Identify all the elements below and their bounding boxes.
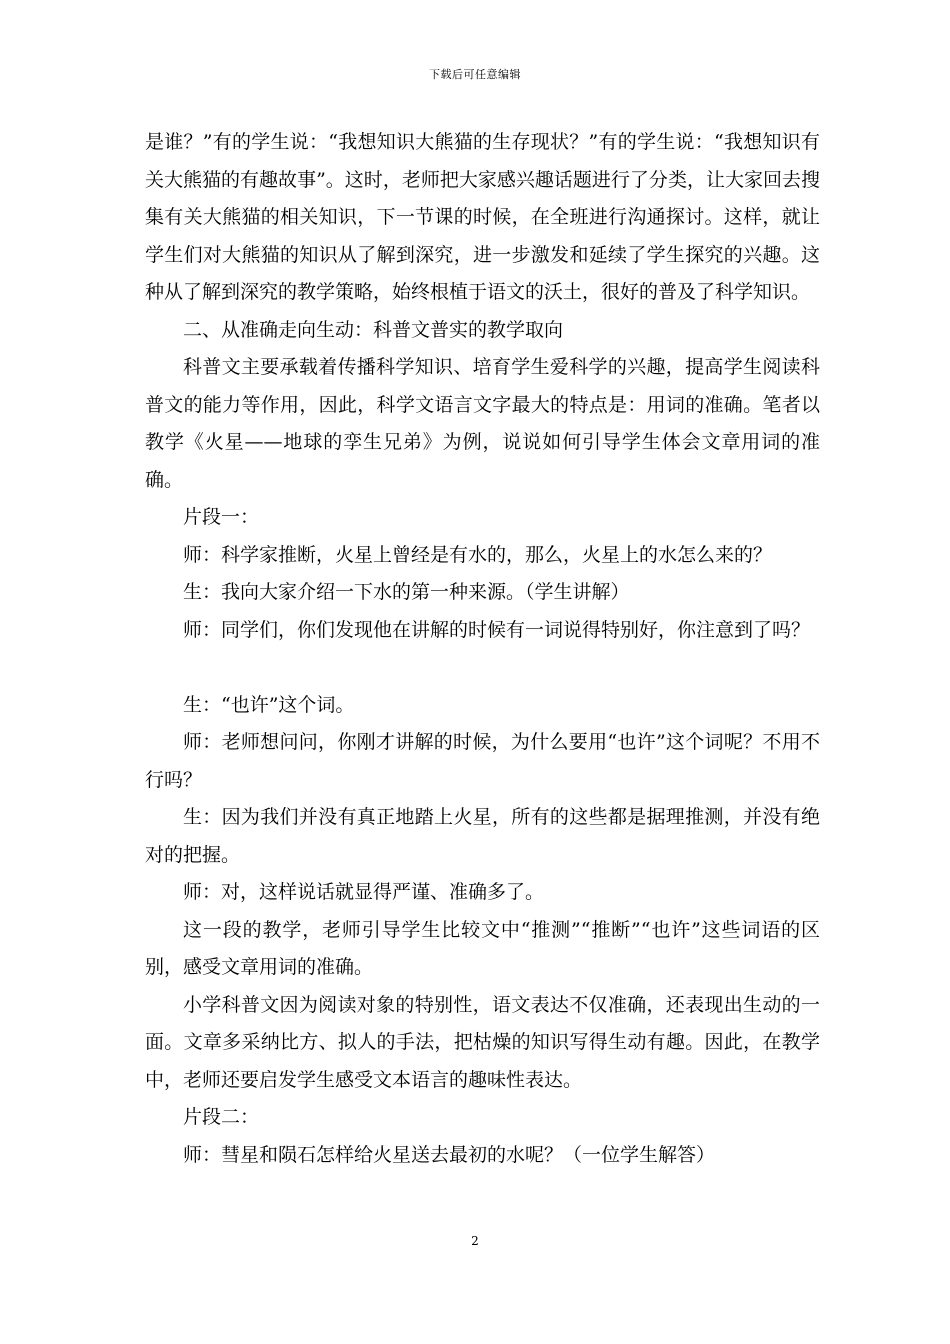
segment-label: 片段一：: [183, 506, 260, 528]
document-body: [145, 124, 820, 1174]
dialogue-line: 生：“也许”这个词。: [183, 693, 355, 716]
dialogue-line: 师：科学家推断，火星上曾经是有水的，那么，火星上的水怎么来的？: [183, 543, 773, 566]
dialogue-line: 师：彗星和陨石怎样给火星送去最初的水呢？（一位学生解答）: [183, 1143, 716, 1166]
dialogue-line: 师：老师想问问，你刚才讲解的时候，为什么要用“也许”这个词呢？不用不行吗？: [145, 731, 820, 791]
page-header: 下载后可任意编辑: [429, 68, 521, 81]
paragraph: 这一段的教学，老师引导学生比较文中“推测”“推断”“也许”这些词语的区别，感受文章用词的准确。: [145, 918, 820, 978]
dialogue-line: 师：同学们，你们发现他在讲解的时候有一词说得特别好，你注意到了吗？: [183, 618, 811, 641]
paragraph: 科普文主要承载着传播科学知识、培育学生爱科学的兴趣，提高学生阅读科普文的能力等作用，因此，科学文语言文字最大的特点是：用词的准确。笔者以教学《火星——地球的孪生兄弟》为例，说说如何引导学生体会文章用词的准确。: [145, 356, 820, 491]
dialogue-line: 师：对，这样说话就显得严谨、准确多了。: [183, 881, 545, 903]
section-heading: 二、从准确走向生动：科普文普实的教学取向: [183, 318, 564, 341]
dialogue-line: 生：因为我们并没有真正地踏上火星，所有的这些都是据理推测，并没有绝对的把握。: [145, 806, 820, 866]
blank-line: [145, 649, 820, 687]
page-number: 2: [471, 1234, 479, 1248]
paragraph-continued: 是谁？”有的学生说：“我想知识大熊猫的生存现状？”有的学生说：“我想知识有关大熊猫的有趣故事”。这时，老师把大家感兴趣话题进行了分类，让大家回去搜集有关大熊猫的相关知识，下一节课的时候，在全班进行沟通探讨。这样，就让学生们对大熊猫的知识从了解到深究，进一步激发和延续了学生探究的兴趣。这种从了解到深究的教学策略，始终根植于语文的沃土，很好的普及了科学知识。: [145, 131, 820, 303]
paragraph: 小学科普文因为阅读对象的特别性，语文表达不仅准确，还表现出生动的一面。文章多采纳比方、拟人的手法，把枯燥的知识写得生动有趣。因此，在教学中，老师还要启发学生感受文本语言的趣味性表达。: [145, 993, 820, 1091]
segment-label: 片段二：: [183, 1106, 260, 1128]
dialogue-line: 生：我向大家介绍一下水的第一种来源。（学生讲解）: [183, 581, 630, 603]
